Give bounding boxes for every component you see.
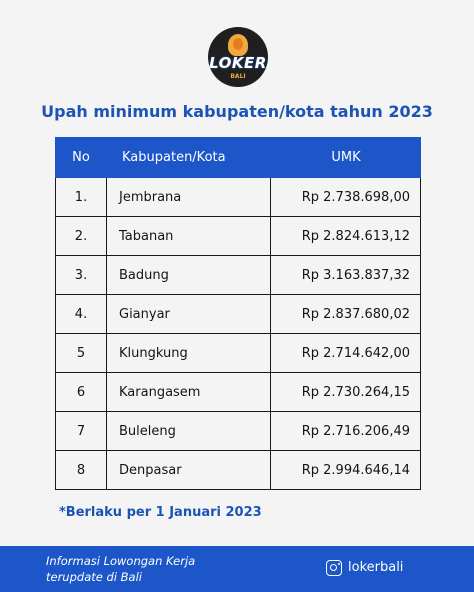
logo-figure-icon: [228, 34, 248, 56]
table-row: [56, 256, 421, 295]
row-number: 3.: [56, 256, 107, 295]
row-umk: Rp 3.163.837,32: [271, 256, 421, 295]
table-row: [56, 373, 421, 412]
row-umk: Rp 2.738.698,00: [271, 178, 421, 217]
row-umk: Rp 2.714.642,00: [271, 334, 421, 373]
validity-note: *Berlaku per 1 Januari 2023: [59, 505, 262, 520]
table-row: [56, 217, 421, 256]
page-title: Upah minimum kabupaten/kota tahun 2023: [41, 102, 433, 121]
table-row: [56, 178, 421, 217]
footer-bar: [0, 546, 474, 592]
row-region: Jembrana: [107, 178, 271, 217]
instagram-handle[interactable]: lokerbali: [348, 560, 404, 575]
row-number: 7: [56, 412, 107, 451]
row-region: Tabanan: [107, 217, 271, 256]
row-region: Denpasar: [107, 451, 271, 490]
logo-subtitle: BALI: [230, 73, 246, 80]
logo-wordmark: LOKER: [209, 54, 267, 72]
row-region: Buleleng: [107, 412, 271, 451]
row-region: Gianyar: [107, 295, 271, 334]
loker-bali-logo: [208, 27, 268, 87]
row-region: Klungkung: [107, 334, 271, 373]
footer-line-1: Informasi Lowongan Kerja: [46, 554, 196, 568]
row-umk: Rp 2.837.680,02: [271, 295, 421, 334]
table-row: [56, 295, 421, 334]
row-umk: Rp 2.994.646,14: [271, 451, 421, 490]
table-row: [56, 412, 421, 451]
row-number: 2.: [56, 217, 107, 256]
column-header-umk: UMK: [271, 138, 421, 178]
table-row: [56, 451, 421, 490]
column-header-no: No: [56, 138, 107, 178]
table-header-row: [56, 138, 421, 178]
footer-line-2: terupdate di Bali: [46, 570, 142, 584]
row-umk: Rp 2.824.613,12: [271, 217, 421, 256]
row-number: 4.: [56, 295, 107, 334]
row-number: 8: [56, 451, 107, 490]
row-number: 6: [56, 373, 107, 412]
row-region: Badung: [107, 256, 271, 295]
row-region: Karangasem: [107, 373, 271, 412]
instagram-icon: [326, 560, 342, 576]
umk-table: [55, 137, 421, 490]
row-umk: Rp 2.730.264,15: [271, 373, 421, 412]
column-header-kabupaten: Kabupaten/Kota: [107, 138, 271, 178]
row-number: 5: [56, 334, 107, 373]
footer-tagline: [46, 553, 195, 585]
row-umk: Rp 2.716.206,49: [271, 412, 421, 451]
table-row: [56, 334, 421, 373]
row-number: 1.: [56, 178, 107, 217]
